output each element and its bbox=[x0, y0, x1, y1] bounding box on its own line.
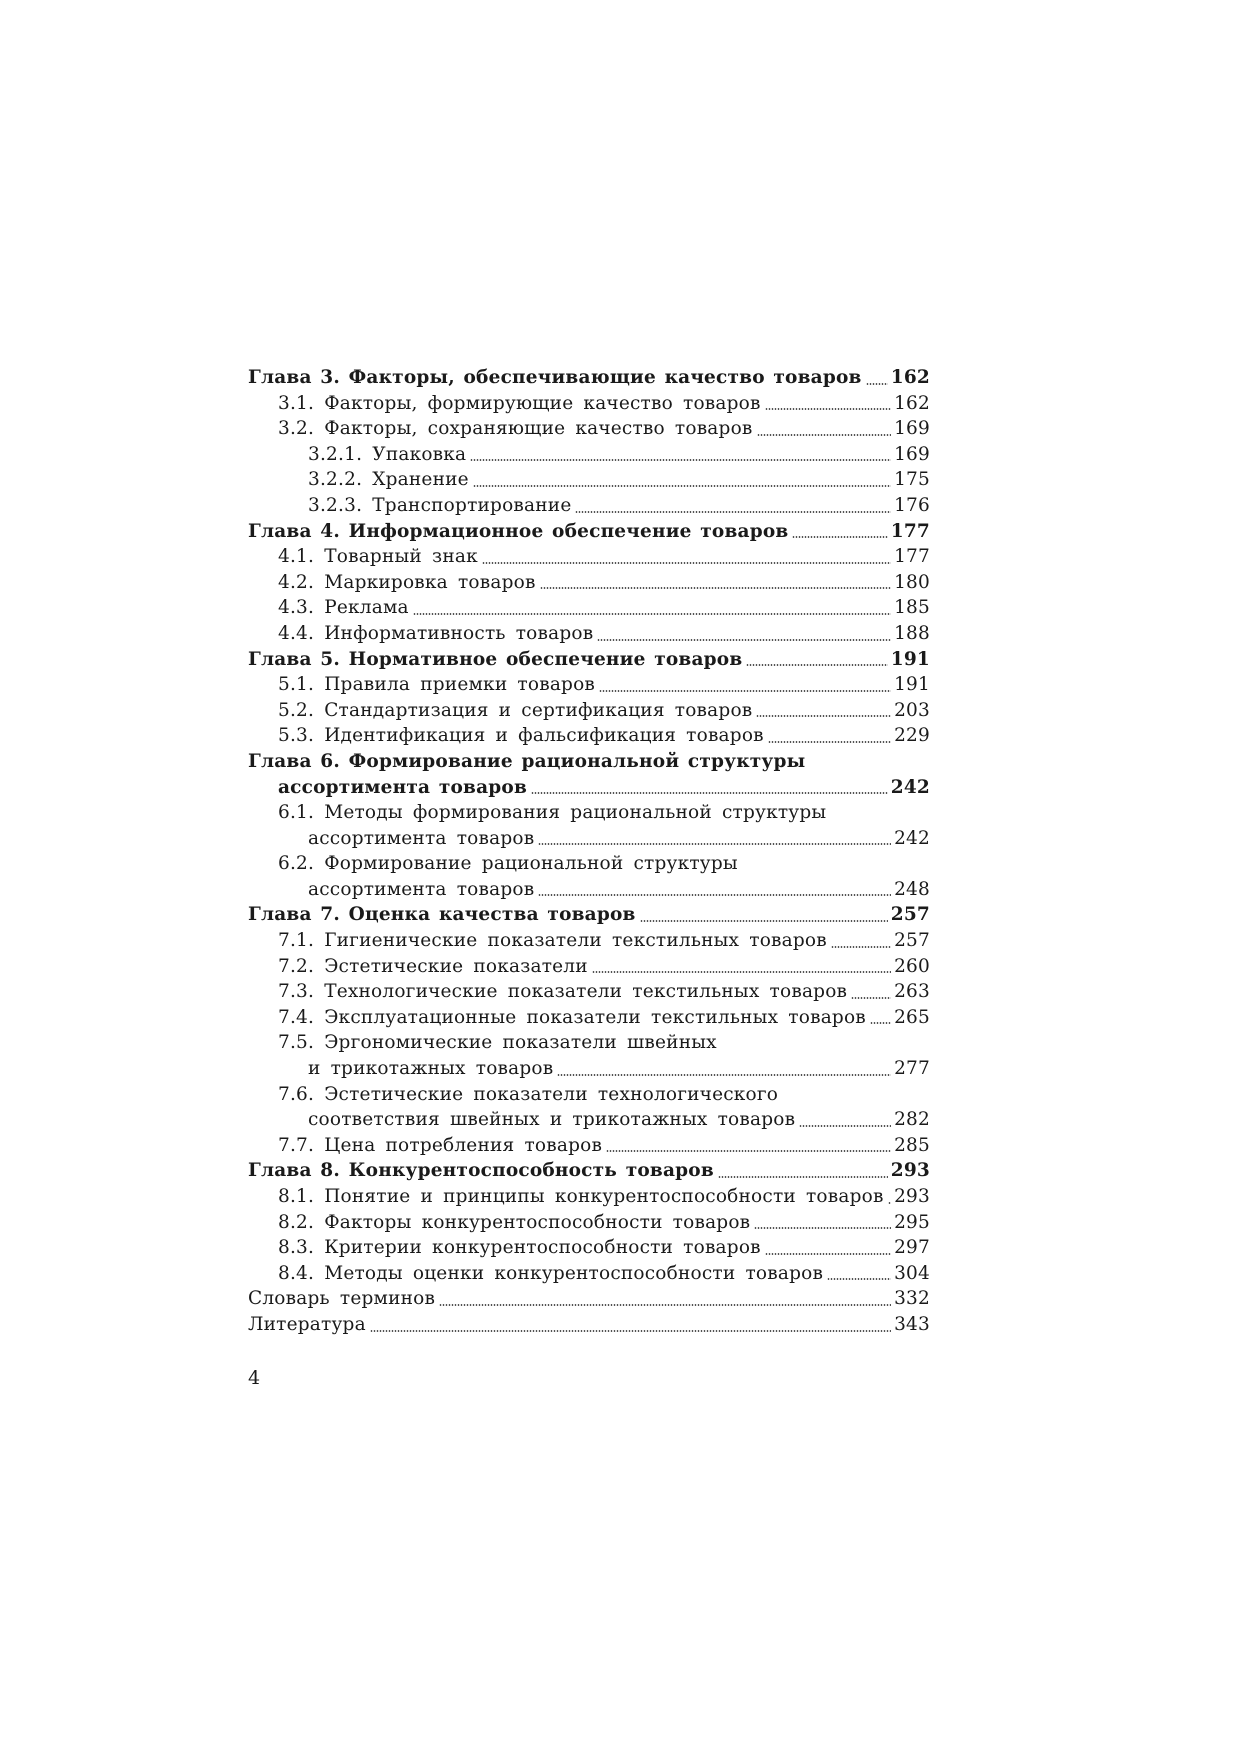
toc-entry-title: Информативность товаров bbox=[324, 622, 594, 644]
toc-entry-page: 277 bbox=[894, 1058, 930, 1080]
toc-entry-number: 8.4. bbox=[278, 1262, 315, 1284]
toc-entry-title: Транспортирование bbox=[372, 494, 572, 516]
toc-entry-number: 4.3. bbox=[278, 597, 315, 619]
dot-leader bbox=[799, 1125, 891, 1127]
dot-leader bbox=[538, 894, 891, 896]
toc-entry-title: Формирование рациональной структуры bbox=[348, 750, 806, 772]
toc-entry-title: ассортимента товаров bbox=[278, 776, 528, 798]
toc-entry-page: 180 bbox=[894, 571, 930, 593]
toc-entry bbox=[248, 928, 930, 954]
toc-entry-page: 162 bbox=[890, 367, 930, 388]
toc-entry-number: 3.2.3. bbox=[308, 494, 363, 516]
toc-entry-page: 191 bbox=[894, 674, 930, 696]
toc-entry-page: 188 bbox=[894, 622, 930, 644]
toc-entry-title: Факторы, формирующие качество товаров bbox=[324, 392, 761, 414]
toc-entry-page: 260 bbox=[894, 955, 930, 977]
toc-entry-title: Оценка качества товаров bbox=[348, 904, 636, 926]
toc-entry-page: 293 bbox=[894, 1186, 930, 1207]
dot-leader bbox=[540, 587, 891, 589]
toc-entry-title: Идентификация и фальсификация товаров bbox=[324, 725, 764, 747]
toc-entry bbox=[248, 1286, 930, 1312]
toc-entry-number: 7.7. bbox=[278, 1134, 315, 1156]
toc-entry-page: 257 bbox=[894, 930, 930, 952]
dot-leader bbox=[831, 946, 891, 948]
toc-entry-title: Нормативное обеспечение товаров bbox=[348, 648, 743, 670]
toc-entry bbox=[248, 570, 930, 596]
toc-entry-number: Глава 4. bbox=[248, 520, 340, 542]
dot-leader bbox=[768, 741, 891, 743]
toc-entry-title: Информационное обеспечение товаров bbox=[348, 520, 789, 542]
dot-leader bbox=[370, 1330, 891, 1332]
dot-leader bbox=[746, 664, 887, 666]
toc-entry bbox=[248, 1107, 930, 1133]
toc-entry bbox=[248, 723, 930, 749]
toc-entry bbox=[248, 698, 930, 724]
toc-entry bbox=[248, 954, 930, 980]
toc-entry-number: Глава 8. bbox=[248, 1160, 340, 1182]
toc-entry bbox=[248, 1210, 930, 1236]
toc-entry bbox=[248, 467, 930, 493]
toc-entry-title: Правила приемки товаров bbox=[324, 674, 596, 696]
toc-entry-number: 6.1. bbox=[278, 802, 315, 824]
toc-entry-page: 282 bbox=[894, 1109, 930, 1131]
toc-entry-page: 257 bbox=[890, 904, 930, 926]
toc-entry-page: 176 bbox=[894, 494, 930, 516]
dot-leader bbox=[470, 459, 891, 461]
toc-entry-title: Формирование рациональной структуры bbox=[324, 853, 738, 875]
toc-entry-number: 4.1. bbox=[278, 546, 315, 568]
toc-entry bbox=[248, 416, 930, 442]
toc-entry-number: 4.2. bbox=[278, 571, 315, 593]
toc-entry bbox=[248, 775, 930, 801]
toc-entry-page: 343 bbox=[894, 1313, 930, 1335]
toc-entry-title: Факторы, обеспечивающие качество товаров bbox=[348, 367, 862, 388]
toc-entry-number: Глава 7. bbox=[248, 904, 340, 926]
toc-entry bbox=[248, 672, 930, 698]
toc-entry-number: 7.1. bbox=[278, 930, 315, 952]
toc-entry-title: Эстетические показатели технологического bbox=[324, 1083, 779, 1105]
toc-entry-number: 4.4. bbox=[278, 622, 315, 644]
toc-entry-title: Гигиенические показатели текстильных товаров bbox=[324, 930, 827, 952]
toc-entry-title: Эксплуатационные показатели текстильных товаров bbox=[324, 1006, 866, 1028]
toc-entry-page: 203 bbox=[894, 699, 930, 721]
toc-entry-title: Понятие и принципы конкурентоспособности товаров bbox=[324, 1186, 884, 1207]
dot-leader bbox=[756, 715, 891, 717]
toc-entry-number: 7.6. bbox=[278, 1083, 315, 1105]
toc-entry bbox=[248, 1056, 930, 1082]
toc-entry bbox=[248, 979, 930, 1005]
toc-entry-page: 229 bbox=[894, 725, 930, 747]
toc-entry bbox=[248, 595, 930, 621]
dot-leader bbox=[757, 434, 892, 436]
toc-entry bbox=[248, 1030, 930, 1056]
toc-entry-page: 242 bbox=[890, 776, 930, 798]
toc-entry-title: Хранение bbox=[372, 469, 469, 491]
toc-entry-number: 6.2. bbox=[278, 853, 315, 875]
toc-entry-title: Цена потребления товаров bbox=[324, 1134, 603, 1156]
toc-entry-page: 297 bbox=[894, 1237, 930, 1259]
toc-entry-page: 169 bbox=[894, 418, 930, 440]
toc-entry bbox=[248, 1235, 930, 1261]
dot-leader bbox=[413, 613, 891, 615]
toc-entry-title: Факторы, сохраняющие качество товаров bbox=[324, 418, 753, 440]
toc-entry-title: Технологические показатели текстильных товаров bbox=[324, 981, 848, 1003]
toc-entry-number: 3.2.1. bbox=[308, 443, 363, 465]
page-number: 4 bbox=[248, 1367, 261, 1389]
toc-entry bbox=[248, 1184, 930, 1210]
toc-entry-page: 175 bbox=[894, 469, 930, 491]
toc-entry bbox=[248, 749, 930, 775]
toc-entry-title: Словарь терминов bbox=[248, 1288, 436, 1310]
dot-leader bbox=[765, 408, 891, 410]
table-of-contents bbox=[248, 365, 930, 1338]
toc-entry-page: 177 bbox=[890, 520, 930, 542]
toc-entry-page: 248 bbox=[894, 878, 930, 900]
toc-entry-title: Факторы конкурентоспособности товаров bbox=[324, 1211, 751, 1233]
toc-entry-page: 177 bbox=[894, 546, 930, 568]
toc-entry-page: 185 bbox=[894, 597, 930, 619]
toc-entry-page: 191 bbox=[890, 648, 930, 670]
toc-entry bbox=[248, 365, 930, 391]
dot-leader bbox=[888, 1202, 891, 1204]
toc-entry bbox=[248, 1312, 930, 1338]
toc-entry-number: 7.5. bbox=[278, 1032, 315, 1054]
toc-entry-number: 8.3. bbox=[278, 1237, 315, 1259]
toc-entry-number: 3.1. bbox=[278, 392, 315, 414]
toc-entry-title: Эргономические показатели швейных bbox=[324, 1032, 717, 1054]
toc-entry-number: Глава 3. bbox=[248, 367, 340, 388]
toc-entry-page: 242 bbox=[894, 827, 930, 849]
toc-entry bbox=[248, 851, 930, 877]
toc-entry bbox=[248, 1158, 930, 1184]
toc-entry-page: 162 bbox=[894, 392, 930, 414]
toc-entry-title: Упаковка bbox=[372, 443, 467, 465]
toc-entry-title: Критерии конкурентоспособности товаров bbox=[324, 1237, 761, 1259]
dot-leader bbox=[827, 1278, 891, 1280]
toc-entry-number: 8.1. bbox=[278, 1186, 315, 1207]
toc-entry-page: 332 bbox=[894, 1288, 930, 1310]
toc-entry-page: 263 bbox=[894, 981, 930, 1003]
toc-entry-title: Стандартизация и сертификация товаров bbox=[324, 699, 753, 721]
dot-leader bbox=[557, 1074, 891, 1076]
dot-leader bbox=[439, 1304, 891, 1306]
dot-leader bbox=[718, 1176, 888, 1178]
toc-entry-title: ассортимента товаров bbox=[308, 827, 535, 849]
toc-entry bbox=[248, 519, 930, 545]
toc-entry bbox=[248, 1261, 930, 1287]
dot-leader bbox=[575, 511, 891, 513]
toc-entry-title: Товарный знак bbox=[324, 546, 478, 568]
toc-entry bbox=[248, 544, 930, 570]
toc-entry-title: Методы оценки конкурентоспособности товаров bbox=[324, 1262, 824, 1284]
toc-entry bbox=[248, 647, 930, 673]
toc-entry-number: 3.2.2. bbox=[308, 469, 363, 491]
toc-entry-number: 5.1. bbox=[278, 674, 315, 696]
toc-entry-number: 3.2. bbox=[278, 418, 315, 440]
toc-entry-number: Глава 5. bbox=[248, 648, 340, 670]
dot-leader bbox=[592, 971, 891, 973]
toc-entry-number: 7.2. bbox=[278, 955, 315, 977]
toc-entry-title: и трикотажных товаров bbox=[308, 1058, 554, 1080]
toc-entry bbox=[248, 442, 930, 468]
dot-leader bbox=[597, 639, 891, 641]
toc-entry bbox=[248, 826, 930, 852]
toc-entry-number: 7.3. bbox=[278, 981, 315, 1003]
toc-entry-page: 265 bbox=[894, 1006, 930, 1028]
toc-entry-title: соответствия швейных и трикотажных товаров bbox=[308, 1109, 796, 1131]
toc-entry-title: Конкурентоспособность товаров bbox=[348, 1160, 714, 1182]
toc-entry-page: 295 bbox=[894, 1211, 930, 1233]
dot-leader bbox=[606, 1150, 891, 1152]
toc-entry bbox=[248, 391, 930, 417]
toc-entry bbox=[248, 902, 930, 928]
dot-leader bbox=[473, 485, 891, 487]
toc-entry-page: 169 bbox=[894, 443, 930, 465]
dot-leader bbox=[851, 997, 891, 999]
dot-leader bbox=[754, 1227, 891, 1229]
toc-entry bbox=[248, 800, 930, 826]
dot-leader bbox=[866, 383, 888, 385]
dot-leader bbox=[599, 690, 891, 692]
toc-entry bbox=[248, 493, 930, 519]
dot-leader bbox=[792, 536, 887, 538]
toc-entry-title: ассортимента товаров bbox=[308, 878, 535, 900]
toc-entry bbox=[248, 1005, 930, 1031]
toc-entry-title: Методы формирования рациональной структуры bbox=[324, 802, 827, 824]
toc-entry-title: Реклама bbox=[324, 597, 409, 619]
toc-entry-number: 7.4. bbox=[278, 1006, 315, 1028]
dot-leader bbox=[538, 843, 891, 845]
toc-entry-page: 304 bbox=[894, 1262, 930, 1284]
toc-entry-title: Литература bbox=[248, 1313, 366, 1335]
dot-leader bbox=[531, 792, 888, 794]
toc-entry-number: 8.2. bbox=[278, 1211, 315, 1233]
toc-entry bbox=[248, 1133, 930, 1159]
dot-leader bbox=[482, 562, 891, 564]
toc-entry-page: 285 bbox=[894, 1134, 930, 1156]
dot-leader bbox=[765, 1253, 891, 1255]
dot-leader bbox=[640, 920, 888, 922]
toc-entry-page: 293 bbox=[890, 1160, 930, 1182]
toc-entry bbox=[248, 877, 930, 903]
toc-entry-title: Маркировка товаров bbox=[324, 571, 536, 593]
toc-entry-title: Эстетические показатели bbox=[324, 955, 588, 977]
toc-entry-number: 5.3. bbox=[278, 725, 315, 747]
toc-entry bbox=[248, 621, 930, 647]
toc-entry-number: Глава 6. bbox=[248, 750, 340, 772]
dot-leader bbox=[870, 1022, 891, 1024]
toc-entry-number: 5.2. bbox=[278, 699, 315, 721]
toc-entry bbox=[248, 1082, 930, 1108]
